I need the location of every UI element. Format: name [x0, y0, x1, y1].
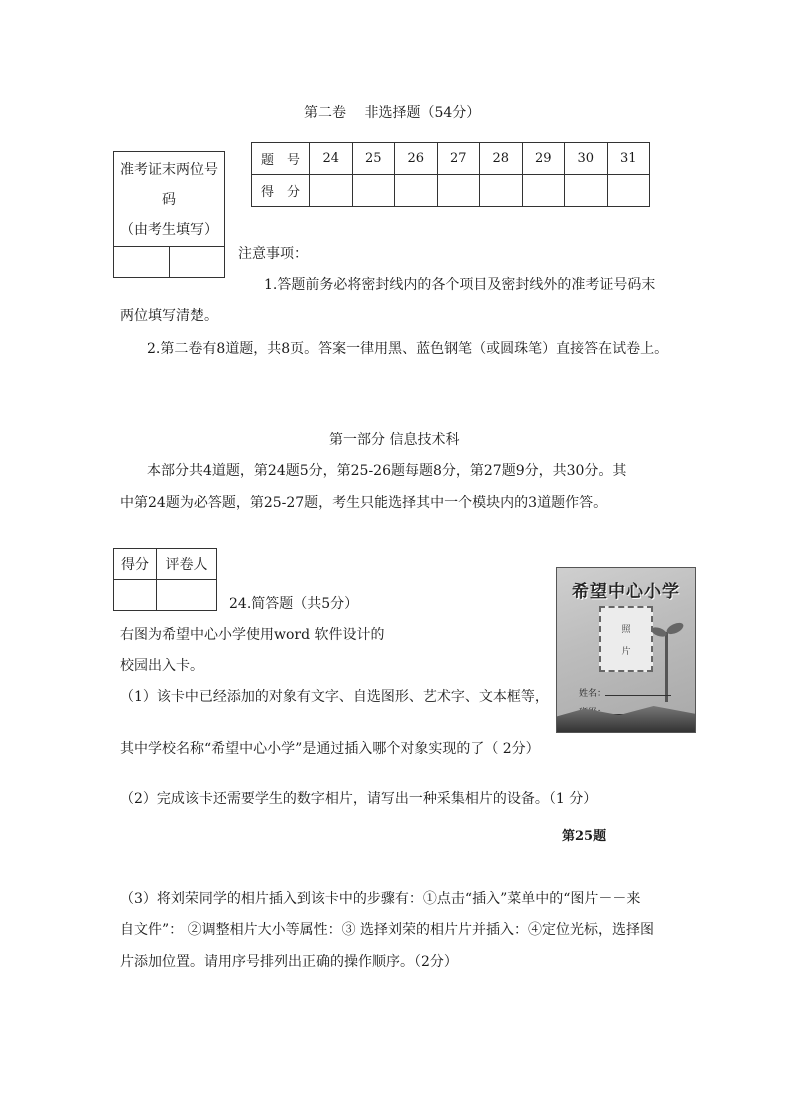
card-name-label: 姓名： — [579, 689, 607, 699]
note-item-2: 2.第二卷有8道题，共8页。答案一律用黑、蓝色钢笔（或圆珠笔）直接答在试卷上。 — [147, 341, 669, 357]
question-number-cell: 31 — [607, 143, 650, 175]
score-table-row-label: 题 号 — [252, 143, 310, 175]
question-number-cell: 25 — [352, 143, 395, 175]
exam-box-line1: 准考证末两位号 — [120, 162, 218, 178]
score-table-score-row — [252, 175, 650, 207]
question-2: （2）完成该卡还需要学生的数字相片，请写出一种采集相片的设备。（1 分） — [120, 791, 598, 807]
sprout-leaf — [665, 621, 685, 637]
grader-score-label: 得分 — [114, 549, 157, 580]
question-1a: （1）该卡中已经添加的对象有文字、自选图形、艺术字、文本框等， — [120, 689, 549, 705]
question-desc-2: 校园出入卡。 — [120, 658, 204, 674]
card-school-name: 希望中心小学 — [572, 582, 680, 602]
score-input-cell[interactable] — [607, 175, 650, 207]
page-title: 第二卷 非选择题（54分） — [304, 105, 481, 121]
section-intro-2: 中第24题为必答题，第25-27题，考生只能选择其中一个模块内的3道题作答。 — [120, 495, 608, 511]
question-number-cell: 26 — [395, 143, 438, 175]
campus-card-image — [556, 567, 696, 733]
score-input-cell[interactable] — [565, 175, 608, 207]
grader-score-cell[interactable] — [114, 580, 157, 611]
card-photo-text-1: 照 — [621, 625, 631, 635]
score-input-cell[interactable] — [522, 175, 565, 207]
exam-number-box — [113, 151, 225, 278]
note-item-1a: 1.答题前务必将密封线内的各个项目及密封线外的准考证号码末 — [264, 277, 656, 293]
question-number-cell: 24 — [310, 143, 353, 175]
question-desc-1: 右图为希望中心小学使用word 软件设计的 — [120, 627, 385, 643]
sprout-stem — [665, 632, 668, 702]
section-title: 第一部分 信息技术科 — [329, 432, 460, 448]
card-name-line — [605, 695, 671, 696]
card-photo-text-2: 片 — [621, 647, 631, 657]
score-input-cell[interactable] — [395, 175, 438, 207]
note-item-1b: 两位填写清楚。 — [120, 308, 218, 324]
exam-box-line3: （由考生填写） — [120, 222, 218, 238]
exam-digit-cell-1[interactable] — [113, 246, 170, 278]
question-3b: 自文件”： ②调整相片大小等属性：③ 选择刘荣的相片片并插入：④定位光标，选择图 — [120, 922, 655, 938]
score-table-row-label: 得 分 — [252, 175, 310, 207]
figure-label: 第25题 — [562, 829, 607, 844]
question-3a: （3）将刘荣同学的相片插入到该卡中的步骤有：①点击“插入”菜单中的“图片－－来 — [120, 891, 641, 907]
question-3c: 片添加位置。请用序号排列出正确的操作顺序。（2分） — [120, 954, 458, 970]
question-number-cell: 27 — [437, 143, 480, 175]
score-input-cell[interactable] — [480, 175, 523, 207]
score-table-header-row — [252, 143, 650, 175]
grader-name-cell[interactable] — [157, 580, 217, 611]
grader-table — [113, 548, 217, 611]
question-title: 24.简答题（共5分） — [229, 596, 359, 612]
score-input-cell[interactable] — [352, 175, 395, 207]
card-photo-frame — [599, 606, 653, 672]
question-number-cell: 29 — [522, 143, 565, 175]
grader-name-label: 评卷人 — [157, 549, 217, 580]
question-number-cell: 30 — [565, 143, 608, 175]
score-input-cell[interactable] — [437, 175, 480, 207]
notes-heading: 注意事项： — [238, 246, 308, 262]
exam-box-line2: 码 — [162, 192, 176, 208]
question-number-cell: 28 — [480, 143, 523, 175]
question-1b: 其中学校名称“希望中心小学”是通过插入哪个对象实现的了（ 2分） — [120, 741, 540, 757]
section-intro-1: 本部分共4道题，第24题5分，第25-26题每题8分，第27题9分，共30分。其 — [147, 463, 627, 479]
card-grass — [557, 706, 695, 732]
score-table — [251, 142, 650, 207]
exam-digit-cell-2[interactable] — [170, 246, 226, 278]
score-input-cell[interactable] — [310, 175, 353, 207]
